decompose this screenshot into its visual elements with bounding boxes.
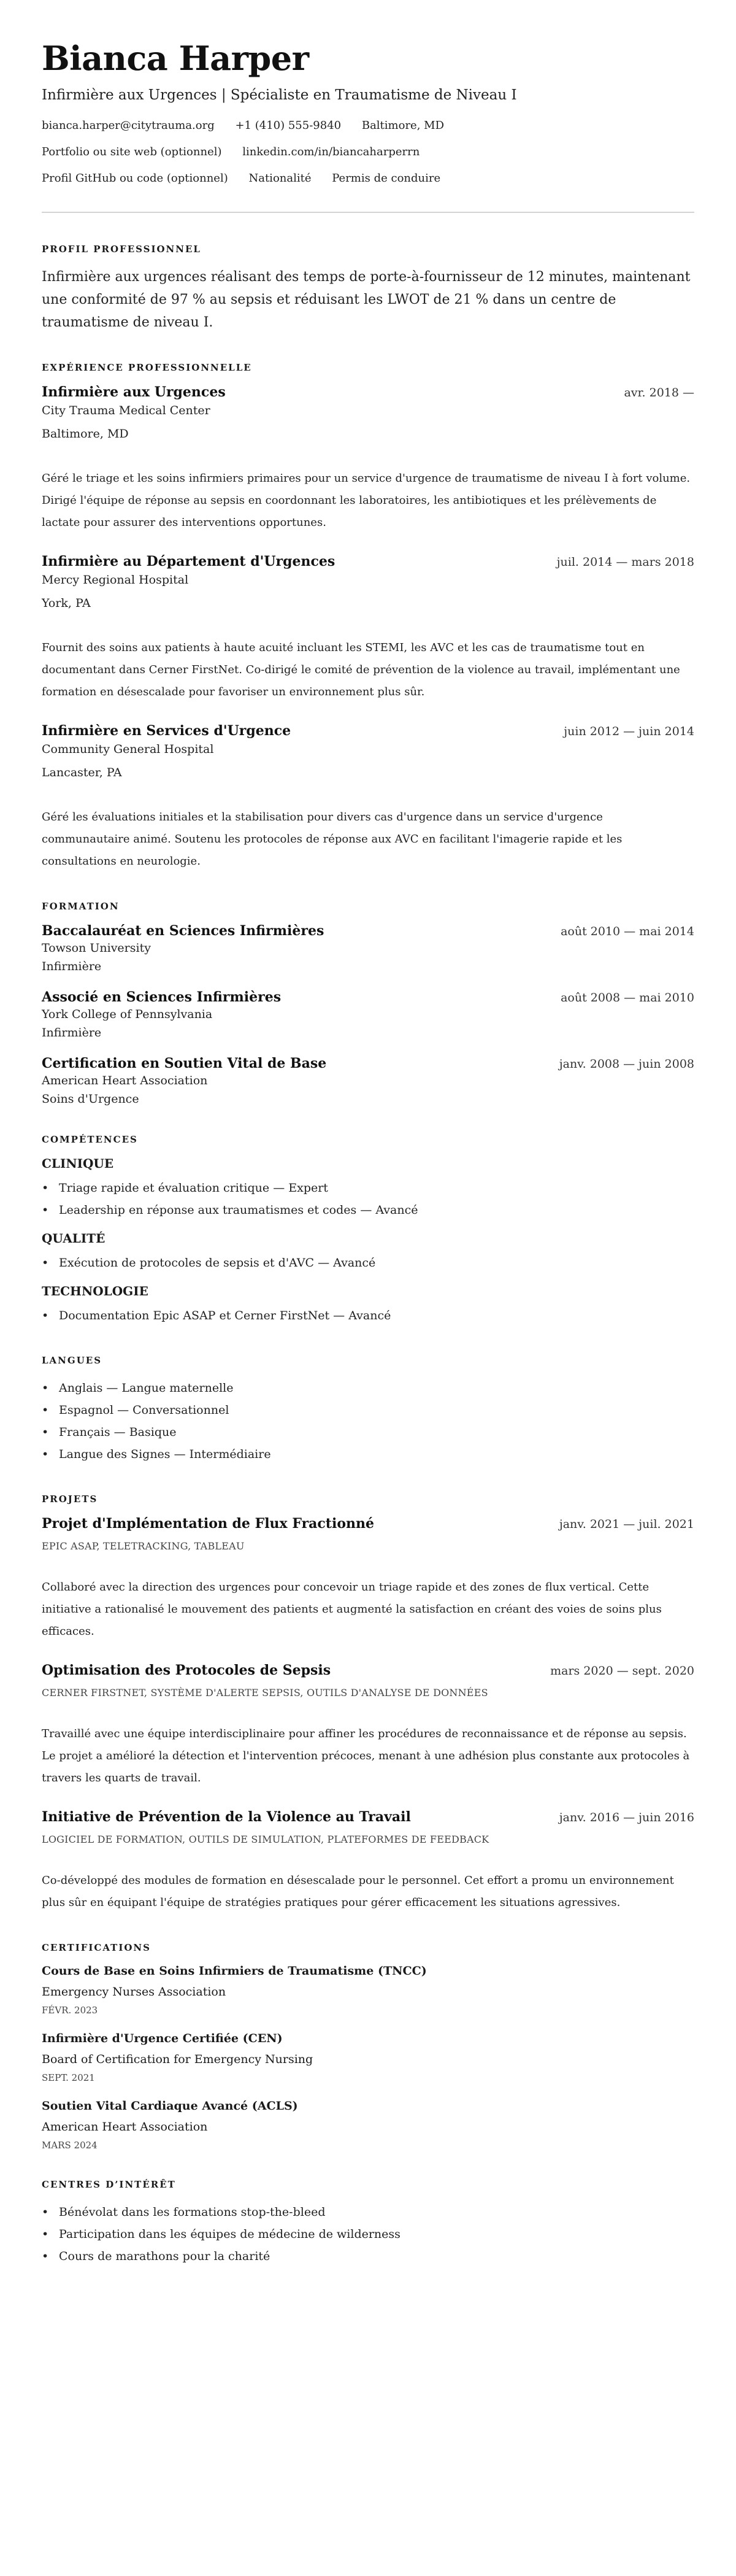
certification-entry [42, 1964, 694, 2016]
certification-name: Soutien Vital Cardiaque Avancé (ACLS) [42, 2099, 298, 2113]
education-entry [42, 1055, 694, 1106]
skill-item: • Exécution de protocoles de sepsis et d'AVC — Avancé [42, 1252, 694, 1274]
job-title: Infirmière au Département d'Urgences [42, 553, 335, 569]
language-list [42, 1377, 694, 1465]
certification-entry [42, 2032, 694, 2083]
job-dates: avr. 2018 — [624, 386, 694, 399]
portfolio-link[interactable]: Portfolio ou site web (optionnel) [42, 145, 222, 158]
interest-list [42, 2201, 694, 2267]
linkedin-link[interactable]: linkedin.com/in/biancaharperrn [242, 145, 420, 158]
section-heading: COMPÉTENCES [42, 1134, 138, 1145]
school-name: York College of Pennsylvania [42, 1008, 213, 1021]
education-section [42, 901, 694, 1106]
degree-title: Associé en Sciences Infirmières [42, 989, 282, 1005]
field-of-study: Soins d'Urgence [42, 1092, 139, 1106]
phone: +1 (410) 555-9840 [235, 119, 342, 132]
job-location: York, PA [42, 596, 91, 610]
entry-header [42, 384, 694, 400]
project-entry [42, 1516, 694, 1643]
entry-header [42, 1662, 694, 1678]
section-heading: CERTIFICATIONS [42, 1942, 151, 1953]
skill-category: TECHNOLOGIE [42, 1284, 148, 1298]
job-location: Baltimore, MD [42, 427, 129, 441]
section-heading: PROFIL PROFESSIONNEL [42, 244, 201, 255]
contact-row [42, 172, 694, 185]
skill-item: • Documentation Epic ASAP et Cerner FirstNet — Avancé [42, 1305, 694, 1327]
project-description: Collaboré avec la direction des urgences pour concevoir un triage rapide et des zones de flux vertical. Cette initiative a rationalisé le mouvement des patients et augmenté la satisfaction en créant des voies de soins plus efficaces. [42, 1581, 662, 1638]
job-description: Géré le triage et les soins infirmiers primaires pour un service d'urgence de traumatisme de niveau I à fort volume. Dirigé l'équipe de réponse au sepsis en coordonnant les laboratoires, les antibiotiques et les prélèvements de lactate pour assurer des interventions opportunes. [42, 472, 691, 529]
skill-list [42, 1252, 694, 1274]
skill-item: • Triage rapide et évaluation critique — Expert [42, 1177, 694, 1199]
field-of-study: Infirmière [42, 960, 102, 973]
certifications-section [42, 1942, 694, 2151]
skill-category: CLINIQUE [42, 1156, 114, 1171]
project-title: Initiative de Prévention de la Violence au Travail [42, 1809, 411, 1825]
language-item: • Langue des Signes — Intermédiaire [42, 1443, 694, 1465]
certification-name: Cours de Base en Soins Infirmiers de Traumatisme (TNCC) [42, 1964, 427, 1978]
experience-entry [42, 384, 694, 534]
skill-category: QUALITÉ [42, 1231, 105, 1246]
project-description: Co-développé des modules de formation en désescalade pour le personnel. Cet effort a promu un environnement plus sûr en équipant l'équipe de stratégies pratiques pour gérer efficacement les situations agressives. [42, 1874, 674, 1909]
language-item: • Français — Basique [42, 1421, 694, 1443]
company-name: Mercy Regional Hospital [42, 573, 189, 587]
interest-item: • Cours de marathons pour la charité [42, 2245, 694, 2267]
github-link[interactable]: Profil GitHub ou code (optionnel) [42, 172, 228, 185]
projects-section [42, 1494, 694, 1914]
job-location: Lancaster, PA [42, 766, 122, 779]
experience-entry [42, 553, 694, 703]
certification-issuer: Emergency Nurses Association [42, 1985, 226, 1999]
section-heading: LANGUES [42, 1355, 102, 1366]
interests-section [42, 2179, 694, 2267]
section-heading: EXPÉRIENCE PROFESSIONNELLE [42, 362, 252, 373]
certification-name: Infirmière d'Urgence Certifiée (CEN) [42, 2032, 283, 2045]
skills-section [42, 1134, 694, 1327]
project-dates: janv. 2021 — juil. 2021 [559, 1517, 694, 1531]
skill-item: • Leadership en réponse aux traumatismes et codes — Avancé [42, 1199, 694, 1221]
job-title: Infirmière aux Urgences [42, 384, 226, 400]
certification-entry [42, 2099, 694, 2151]
project-entry [42, 1809, 694, 1914]
certification-date: FÉVR. 2023 [42, 2005, 98, 2016]
company-name: City Trauma Medical Center [42, 404, 210, 417]
project-technologies: LOGICIEL DE FORMATION, OUTILS DE SIMULATION, PLATEFORMES DE FEEDBACK [42, 1834, 489, 1845]
interest-item: • Bénévolat dans les formations stop-the-bleed [42, 2201, 694, 2223]
resume-header [42, 38, 694, 185]
entry-header [42, 553, 694, 569]
entry-header [42, 1516, 694, 1532]
certification-issuer: Board of Certification for Emergency Nursing [42, 2053, 313, 2066]
job-title: Infirmière en Services d'Urgence [42, 723, 291, 739]
skill-list [42, 1177, 694, 1221]
languages-section [42, 1355, 694, 1465]
education-dates: août 2008 — mai 2010 [561, 991, 694, 1005]
degree-title: Baccalauréat en Sciences Infirmières [42, 923, 324, 939]
section-heading: CENTRES D’INTÉRÊT [42, 2179, 176, 2190]
nationality: Nationalité [248, 172, 312, 185]
contact-row [42, 145, 694, 158]
entry-header [42, 1809, 694, 1825]
certification-date: MARS 2024 [42, 2140, 98, 2151]
skill-list [42, 1305, 694, 1327]
education-entry [42, 989, 694, 1039]
interest-item: • Participation dans les équipes de médecine de wilderness [42, 2223, 694, 2245]
company-name: Community General Hospital [42, 742, 214, 756]
language-item: • Anglais — Langue maternelle [42, 1377, 694, 1399]
experience-section [42, 362, 694, 873]
education-dates: août 2010 — mai 2014 [561, 925, 694, 938]
education-dates: janv. 2008 — juin 2008 [559, 1057, 694, 1071]
email-link[interactable]: bianca.harper@citytrauma.org [42, 119, 215, 132]
profile-summary: Infirmière aux urgences réalisant des temps de porte-à-fournisseur de 12 minutes, maintenant une conformité de 97 % au sepsis et réduisant les LWOT de 21 % dans un centre de traumatisme de niveau I. [42, 269, 691, 330]
header-divider [42, 212, 694, 213]
drivers-license: Permis de conduire [332, 172, 441, 185]
candidate-name: Bianca Harper [42, 39, 309, 78]
project-title: Optimisation des Protocoles de Sepsis [42, 1662, 331, 1678]
entry-header [42, 989, 694, 1005]
location: Baltimore, MD [361, 119, 445, 132]
project-dates: mars 2020 — sept. 2020 [550, 1664, 694, 1678]
school-name: Towson University [42, 941, 151, 955]
certification-issuer: American Heart Association [42, 2120, 208, 2134]
project-title: Projet d'Implémentation de Flux Fractionné [42, 1516, 374, 1532]
project-technologies: CERNER FIRSTNET, SYSTÈME D'ALERTE SEPSIS, OUTILS D'ANALYSE DE DONNÉES [42, 1687, 488, 1699]
education-entry [42, 923, 694, 973]
certification-date: SEPT. 2021 [42, 2072, 95, 2083]
experience-entry [42, 723, 694, 873]
job-dates: juil. 2014 — mars 2018 [556, 555, 694, 569]
job-dates: juin 2012 — juin 2014 [564, 725, 694, 738]
project-description: Travaillé avec une équipe interdisciplinaire pour affiner les procédures de reconnaissance et de réponse au sepsis. Le projet a amélioré la détection et l'intervention précoces, menant à une adhésion plus constante aux protocoles à travers les quarts de travail. [42, 1727, 690, 1784]
school-name: American Heart Association [42, 1074, 208, 1087]
section-heading: PROJETS [42, 1494, 98, 1505]
project-dates: janv. 2016 — juin 2016 [559, 1811, 694, 1824]
job-description: Géré les évaluations initiales et la stabilisation pour divers cas d'urgence dans un service d'urgence communautaire animé. Soutenu les protocoles de réponse aux AVC en facilitant l'imagerie rapide et les consultations en neurologie. [42, 811, 623, 868]
section-heading: FORMATION [42, 901, 120, 912]
entry-header [42, 723, 694, 739]
language-item: • Espagnol — Conversationnel [42, 1399, 694, 1421]
profile-section [42, 244, 694, 334]
field-of-study: Infirmière [42, 1026, 102, 1039]
contact-row [42, 119, 694, 132]
candidate-title: Infirmière aux Urgences | Spécialiste en Traumatisme de Niveau I [42, 87, 517, 103]
project-entry [42, 1662, 694, 1789]
job-description: Fournit des soins aux patients à haute acuité incluant les STEMI, les AVC et les cas de traumatisme tout en documentant dans Cerner FirstNet. Co-dirigé le comité de prévention de la violence au travail, implémentant une formation en désescalade pour favoriser un environnement plus sûr. [42, 641, 680, 698]
project-technologies: EPIC ASAP, TELETRACKING, TABLEAU [42, 1540, 245, 1552]
degree-title: Certification en Soutien Vital de Base [42, 1055, 327, 1071]
entry-header [42, 1055, 694, 1071]
entry-header [42, 923, 694, 939]
